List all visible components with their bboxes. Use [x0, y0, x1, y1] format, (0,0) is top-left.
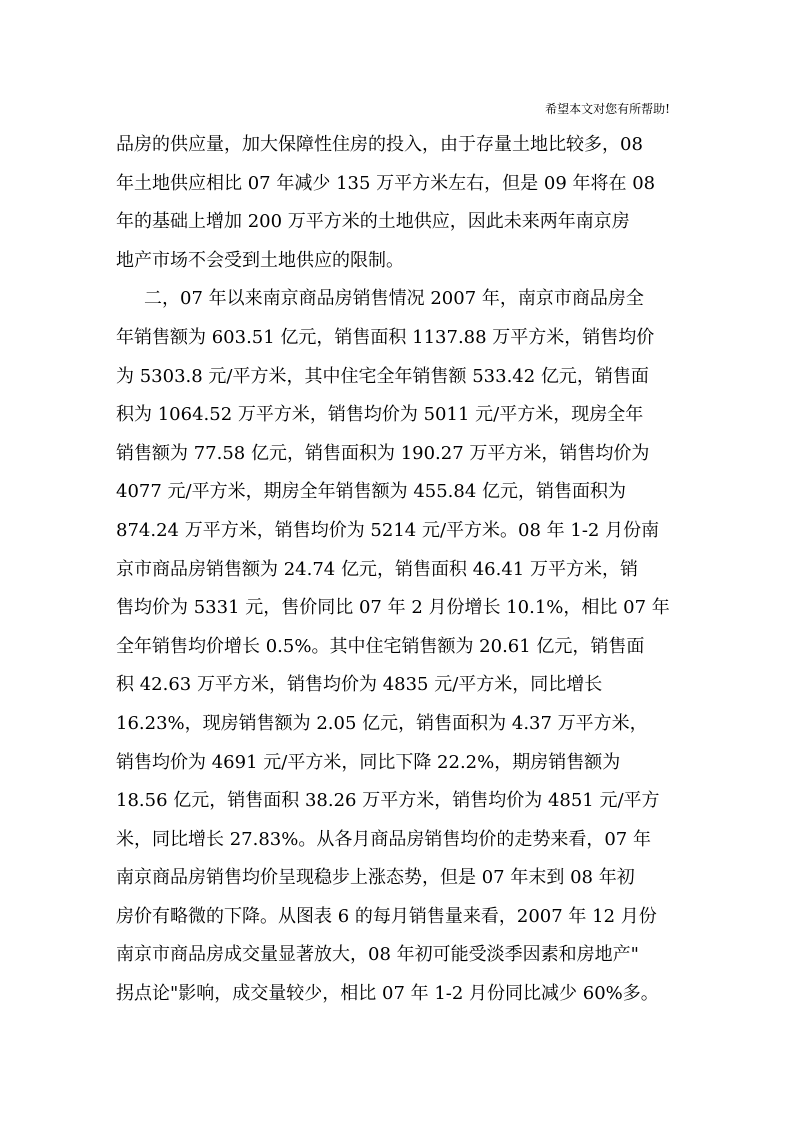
text-line: 18.56 亿元，销售面积 38.26 万平方米，销售均价为 4851 元/平方: [116, 790, 660, 812]
text-line: 销售额为 77.58 亿元，销售面积为 190.27 万平方米，销售均价为: [116, 442, 650, 464]
text-line: 874.24 万平方米，销售均价为 5214 元/平方米。08 年 1-2 月份南: [116, 519, 660, 541]
text-line: 米，同比增长 27.83%。从各月商品房销售均价的走势来看，07 年: [116, 828, 651, 850]
header-note: 希望本文对您有所帮助!: [545, 102, 670, 116]
text-line: 南京市商品房成交量显著放大，08 年初可能受淡季因素和房地产": [116, 944, 639, 966]
text-line: 年的基础上增加 200 万平方米的土地供应，因此未来两年南京房: [116, 211, 630, 233]
text-line: 4077 元/平方米，期房全年销售额为 455.84 亿元，销售面积为: [116, 481, 627, 503]
text-line: 房价有略微的下降。从图表 6 的每月销售量来看，2007 年 12 月份: [116, 905, 657, 927]
text-line: 为 5303.8 元/平方米，其中住宅全年销售额 533.42 亿元，销售面: [116, 365, 649, 387]
text-line: 销售均价为 4691 元/平方米，同比下降 22.2%，期房销售额为: [116, 751, 621, 773]
text-line: 京市商品房销售额为 24.74 亿元，销售面积 46.41 万平方米，销: [116, 558, 638, 580]
text-line: 南京商品房销售均价呈现稳步上涨态势，但是 07 年末到 08 年初: [116, 867, 635, 889]
text-line: 16.23%，现房销售额为 2.05 亿元，销售面积为 4.37 万平方米，: [116, 712, 648, 734]
text-line: 全年销售均价增长 0.5%。其中住宅销售额为 20.61 亿元，销售面: [116, 635, 645, 657]
text-line: 售均价为 5331 元，售价同比 07 年 2 月份增长 10.1%，相比 07 年: [116, 597, 670, 619]
text-line: 年土地供应相比 07 年减少 135 万平方米左右，但是 09 年将在 08: [116, 172, 656, 194]
paragraph-start-line: 二，07 年以来南京商品房销售情况 2007 年，南京市商品房全: [144, 288, 644, 310]
text-line: 积 42.63 万平方米，销售均价为 4835 元/平方米，同比增长: [116, 674, 603, 696]
text-line: 积为 1064.52 万平方米，销售均价为 5011 元/平方米，现房全年: [116, 404, 644, 426]
text-line: 拐点论"影响，成交量较少，相比 07 年 1-2 月份同比减少 60%多。: [116, 983, 659, 1005]
document-body: [116, 130, 684, 1018]
text-line: 品房的供应量，加大保障性住房的投入，由于存量土地比较多，08: [116, 134, 643, 155]
text-line: 地产市场不会受到土地供应的限制。: [116, 249, 404, 271]
text-line: 年销售额为 603.51 亿元，销售面积 1137.88 万平方米，销售均价: [116, 326, 655, 348]
